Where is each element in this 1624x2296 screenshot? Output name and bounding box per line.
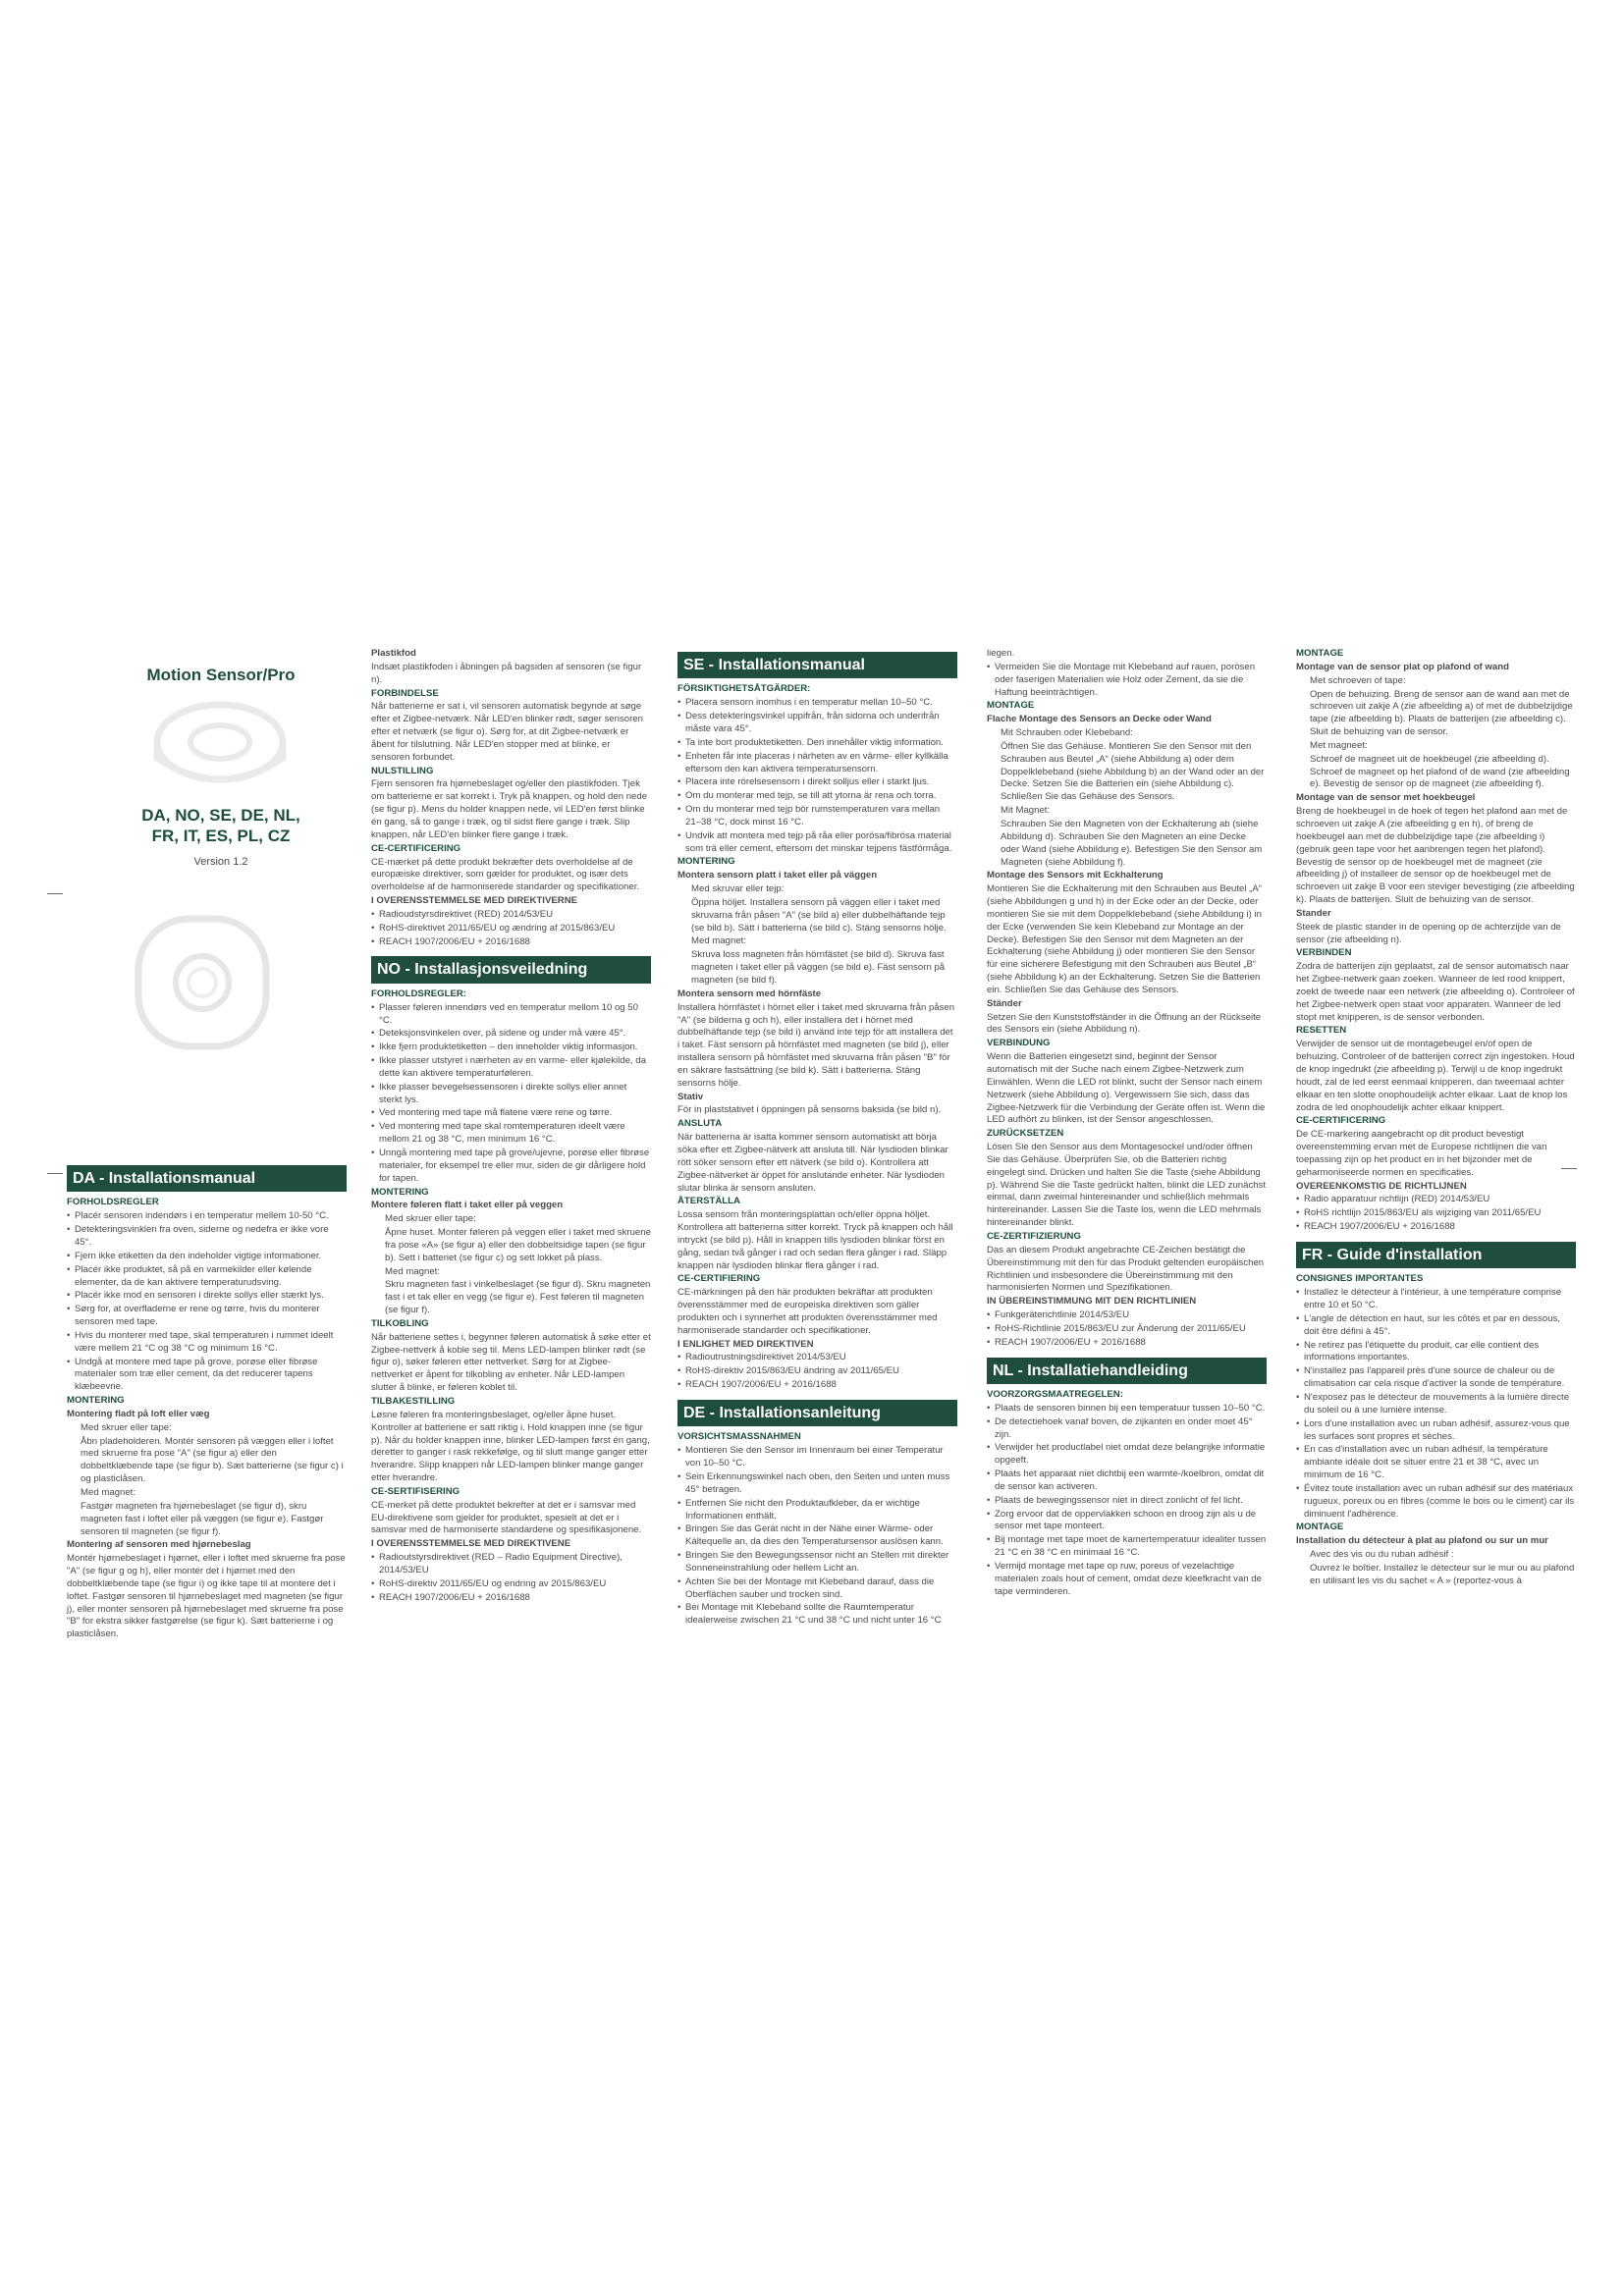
bullet-item: • RoHS richtlijn 2015/863/EU als wijziging van 2011/65/EU <box>1296 1207 1576 1220</box>
bullet-item: • Radioutstyrsdirektivet (RED – Radio Equipment Directive), 2014/53/EU <box>371 1552 651 1577</box>
bullet-item: • Vermijd montage met tape op ruw, poreus of vezelachtige materialen zoals hout of cement, omdat deze kleefkracht van de tape verminderen. <box>987 1561 1267 1599</box>
paragraph: Lösen Sie den Sensor aus dem Montagesockel und/oder öffnen Sie das Gehäuse. Überprüfen Sie, ob die Batterien richtig eingelegt sind. Drücken und halten Sie die Taste (siehe Abbildung p). Während Sie die Taste gedrückt halten, blinkt die LED zunächst einmal, dann zweimal hintereinander und schließlich mehrmals hintereinander. Lassen Sie die Taste los, wenn die LED mehrmals hintereinander blinkt. <box>987 1142 1267 1229</box>
paragraph: Lossa sensorn från monteringsplattan och/eller öppna höljet. Kontrollera att batterierna sitter korrekt. Tryck på knappen och håll intryckt (se bild p). Håll in knappen tills lysdioden blinkar först en gång, sedan två gånger i rad och sedan flera gånger i rad. Släpp knappen när lysdioden blinkar flera gånger i rad. <box>677 1209 953 1271</box>
bullet-item: • Verwijder het productlabel niet omdat deze belangrijke informatie opgeeft. <box>987 1442 1267 1468</box>
paragraph: Fjern sensoren fra hjørnebeslaget og/eller den plastikfoden. Tjek om batterierne er sat korrekt i. Tryk på knappen, og hold den nede (se figur p). Mens du holder knappen nede, vil LED'en først blinke én gang, så to gange i træk, og til sidst flere gange i træk. Slip knappen, når LED'en blinker flere gange i træk. <box>371 778 648 840</box>
indented-text: Skruva loss magneten från hörnfästet (se bild d). Skruva fast magneten i taket eller på väggen (se bild e). Fäst sensorn på magneten (se bild f). <box>691 949 946 986</box>
section-heading: MONTAGE <box>1296 1522 1344 1533</box>
crop-mark <box>47 893 63 894</box>
bullet-item: • Radioudstyrsdirektivet (RED) 2014/53/EU <box>371 909 651 922</box>
section-body-nl-continued <box>1296 648 1576 1234</box>
section-heading: FÖRSIKTIGHETSÅTGÄRDER: <box>677 683 811 695</box>
section-heading: TILKOBLING <box>371 1317 429 1329</box>
bullet-item: • Detekteringsvinklen fra oven, siderne og nedefra er ikke vore 45°. <box>67 1224 347 1250</box>
subheading: Montera sensorn med hörnfäste <box>677 988 822 999</box>
bullet-item: • Placera sensorn inomhus i en temperatur mellan 10–50 °C. <box>677 697 957 710</box>
bullet-item: • Plaats het apparaat niet dichtbij een warmte-/koelbron, omdat dit de sensor kan activeren. <box>987 1468 1267 1494</box>
indented-text: Med magnet: <box>385 1265 440 1277</box>
paragraph: Montér hjørnebeslaget i hjørnet, eller i loftet med skruerne fra pose "A" (se figur g og h), eller montér det i hjørnet med den dobbeltklæbende tape (se figur i) og ikke tape til at montere det i loftet. Fastgør sensoren til hjørnebeslaget med magneten (se figur j), eller monter sensoren på hjørnebeslaget med skruerne fra pose "B" for ekstra sikker fastgørelse (se figur k). Sæt batterierne i og plasticlåsen. <box>67 1553 346 1640</box>
subheading: Ständer <box>987 997 1022 1009</box>
indented-text: Schroef de magneet uit de hoekbeugel (zie afbeelding d). Schroef de magneet op het plafond of de wand (zie afbeelding e). Bevestig de sensor op de magneet (zie afbeelding f). <box>1310 753 1570 790</box>
indented-text: Med skruer eller tape: <box>385 1213 476 1225</box>
bullet-item: • Undvik att montera med tejp på råa eller porösa/fibrösa material som trä eller cement, eftersom det minskar tejpens fästförmåga. <box>677 830 957 856</box>
section-body-de-continued <box>987 648 1267 1350</box>
subheading: Montering fladt på loft eller væg <box>67 1408 210 1419</box>
indented-text: Fastgør magneten fra hjørnebeslaget (se figur d), skru magneten fast i loftet eller på væggen (se figur e). Fastgør sensoren til magneten (se figur f). <box>81 1500 324 1537</box>
bullet-item: • RoHS-direktivet 2011/65/EU og ændring af 2015/863/EU <box>371 923 651 935</box>
bullet-item: • Sein Erkennungswinkel nach oben, den Seiten und unten muss 45° betragen. <box>677 1471 957 1497</box>
bullet-item: • Funkgeräterichtlinie 2014/53/EU <box>987 1309 1267 1322</box>
indented-text: Mit Magnet: <box>1001 805 1051 817</box>
bullet-item: • REACH 1907/2006/EU + 2016/1688 <box>1296 1221 1576 1234</box>
column-nl-continued <box>1296 648 1576 1589</box>
subheading: Montere føleren flatt i taket eller på veggen <box>371 1200 564 1211</box>
column-se <box>677 648 957 1629</box>
indented-text: Åbn pladeholderen. Montér sensoren på væggen eller i loftet med skruerne fra pose "A" (se figur a) eller den dobbeltklæbende tape (se figur b). Sæt batterierne (se figur c) i og plasticlåsen. <box>81 1435 344 1485</box>
bullet-item: • Dess detekteringsvinkel uppifrån, från sidorna och underifrån måste vara 45°. <box>677 711 957 736</box>
paragraph: Løsne føleren fra monteringsbeslaget, og/eller åpne huset. Kontroller at batteriene er satt riktig i. Hold knappen inne (se figur p). Når du holder knappen inne, blinker LED-lampen først én gang, deretter to ganger i rask rekkefølge, og til slutt mange ganger etter hverandre. Slipp knappen når LED-lampen blinker mange ganger etter hverandre. <box>371 1409 650 1484</box>
indented-text: Avec des vis ou du ruban adhésif : <box>1310 1549 1454 1561</box>
cover-version: Version 1.2 <box>193 856 248 868</box>
sensor-illustration-top <box>149 695 292 801</box>
section-body-da <box>67 1197 347 1641</box>
bullet-item: • Entfernen Sie nicht den Produktaufkleber, da er wichtige Informationen enthält. <box>677 1498 957 1523</box>
bullet-item: • Fjern ikke etiketten da den indeholder vigtige informationer. <box>67 1251 347 1263</box>
paragraph: Når batterierne er sat i, vil sensoren automatisk begynde at søge efter et Zigbee-netværk. Når LED'en blinker rødt, søger sensoren efter et netværk (se figur o). Sørg for, at dit Zigbee-netværk er åbent for tilslutning. Når LED'en stopper med at blinke, er sensoren forbundet. <box>371 701 643 763</box>
bullet-item: • Om du monterar med tejp bör rumstemperaturen vara mellan 21–38 °C, dock minst 16 °C. <box>677 804 957 829</box>
section-title-de: DE - Installationsanleitung <box>677 1400 957 1426</box>
indented-text: Met magneet: <box>1310 739 1368 751</box>
section-body-de <box>677 1431 957 1628</box>
paragraph: Wenn die Batterien eingesetzt sind, beginnt der Sensor automatisch mit der Suche nach einem Zigbee-Netzwerk zum Einwählen. Wenn die LED rot blinkt, sucht der Sensor nach einem Netzwerk (siehe Abbildung o). Vergewissern Sie sich, dass das Zigbee-Netzwerk für die Verbindung der Geräte offen ist. Wenn die LED aufhört zu blinken, ist der Sensor angeschlossen. <box>987 1051 1266 1126</box>
section-heading: CE-ZERTIFIZIERUNG <box>987 1230 1081 1242</box>
subheading: I OVERENSSTEMMELSE MED DIREKTIVENE <box>371 1538 571 1550</box>
cover-languages <box>98 805 344 847</box>
paragraph: När batterierna är isatta kommer sensorn automatiskt att börja söka efter ett Zigbee-nätverk att ansluta till. När lysdioden blinkar rött söker sensorn efter ett nätverk (se bild o). Kontrollera att Zigbee-nätverket är öppet för anslutande enheter. När lysdioden slutar blinka är sensorn ansluten. <box>677 1132 948 1194</box>
bullet-item: • Évitez toute installation avec un ruban adhésif sur des matériaux rugueux, poreux ou en fibres (comme le bois ou le ciment) car ils diminuent l'adhérence. <box>1296 1483 1576 1522</box>
indented-text: Skru magneten fast i vinkelbeslaget (se figur d). Skru magneten fast i et tak eller en vegg (se figur e). Fest føleren til magneten (se figur f). <box>385 1279 651 1316</box>
subheading: Installation du détecteur à plat au plafond ou sur un mur <box>1296 1535 1548 1547</box>
section-body-no <box>371 988 651 1605</box>
section-heading: CONSIGNES IMPORTANTES <box>1296 1273 1424 1285</box>
section-heading: MONTAGE <box>987 700 1035 712</box>
section-heading: MONTAGE <box>1296 648 1344 659</box>
section-heading: VERBINDEN <box>1296 947 1352 959</box>
paragraph: Steek de plastic stander in de opening op de achterzijde van de sensor (zie afbeelding n). <box>1296 921 1561 945</box>
sensor-lens-inner <box>189 969 216 996</box>
paragraph: Das an diesem Produkt angebrachte CE-Zeichen bestätigt die Übereinstimmung mit den für das Produkt geltenden europäischen Richtlinien und insbesondere die Übereinstimmung mit den harmonisierten Normen und Spezifikationen. <box>987 1244 1265 1294</box>
section-heading: VERBINDUNG <box>987 1038 1051 1049</box>
section-heading: MONTERING <box>371 1186 429 1198</box>
bullet-item: • Installez le détecteur à l'intérieur, à une température comprise entre 10 et 50 °C. <box>1296 1287 1576 1312</box>
section-heading: ÅTERSTÄLLA <box>677 1196 740 1207</box>
bullet-item: • Ne retirez pas l'étiquette du produit, car elle contient des informations importantes. <box>1296 1340 1576 1365</box>
subheading: Plastikfod <box>371 648 416 659</box>
paragraph: De CE-markering aangebracht op dit product bevestigt overeenstemming ervan met de Europese richtlijnen die van toepassing zijn op het product en in het bijzonder met de geharmoniseerde normen en specificaties. <box>1296 1129 1547 1178</box>
cover-languages-line2: FR, IT, ES, PL, CZ <box>151 827 291 846</box>
bullet-item: • Placér ikke mod en sensoren i direkte sollys eller stærkt lys. <box>67 1290 347 1303</box>
subheading: Flache Montage des Sensors an Decke oder Wand <box>987 714 1212 725</box>
bullet-item: • RoHS-Richtlinie 2015/863/EU zur Änderung der 2011/65/EU <box>987 1323 1267 1336</box>
bullet-item: • Ikke plasser utstyret i nærheten av en varme- eller kjølekilde, da dette kan aktivere temperaturføleren. <box>371 1055 651 1081</box>
section-heading: CE-SERTIFISERING <box>371 1485 460 1497</box>
bullet-item: • Undgå at montere med tape på grove, porøse eller fibrøse materialer som træ eller cement, da det reducerer tapens klæbeevne. <box>67 1357 347 1395</box>
paragraph: liegen. <box>987 648 1015 659</box>
section-heading: ANSLUTA <box>677 1118 723 1130</box>
bullet-item: • De detectiehoek vanaf boven, de zijkanten en onder moet 45° zijn. <box>987 1416 1267 1442</box>
bullet-item: • Plasser føleren innendørs ved en temperatur mellom 10 og 50 °C. <box>371 1002 651 1028</box>
subheading: I ENLIGHET MED DIREKTIVEN <box>677 1338 814 1350</box>
bullet-item: • REACH 1907/2006/EU + 2016/1688 <box>987 1337 1267 1350</box>
subheading: OVEREENKOMSTIG DE RICHTLIJNEN <box>1296 1180 1467 1192</box>
bullet-item: • RoHS-direktiv 2015/863/EU ändring av 2011/65/EU <box>677 1365 957 1378</box>
indented-text: Ouvrez le boîtier. Installez le détecteur sur le mur ou au plafond en utilisant les vis du sachet « A » (reportez-vous à <box>1310 1562 1575 1586</box>
section-body-fr <box>1296 1273 1576 1587</box>
bullet-item: • REACH 1907/2006/EU + 2016/1688 <box>371 936 651 949</box>
indented-text: Mit Schrauben oder Klebeband: <box>1001 727 1133 739</box>
bullet-item: • N'installez pas l'appareil près d'une source de chaleur ou de climatisation car cela risque d'activer la sonde de température. <box>1296 1365 1576 1391</box>
section-heading: MONTERING <box>677 856 735 868</box>
sensor-inner-ring <box>190 725 249 759</box>
section-title-fr: FR - Guide d'installation <box>1296 1242 1576 1268</box>
paragraph: CE-merket på dette produktet bekrefter at det er i samsvar med EU-direktivene som gjelder for produktet, spesielt at det er i samsvar med de harmoniserte standardene og spesifikasjonene. <box>371 1499 642 1536</box>
section-title-da: DA - Installationsmanual <box>67 1165 347 1192</box>
paragraph: För in plaststativet i öppningen på sensorns baksida (se bild n). <box>677 1104 942 1116</box>
bullet-item: • REACH 1907/2006/EU + 2016/1688 <box>371 1592 651 1605</box>
column-da <box>67 1161 347 1642</box>
section-heading: VORSICHTSMASSNAHMEN <box>677 1431 801 1443</box>
bullet-item: • Vermeiden Sie die Montage mit Klebeband auf rauen, porösen oder faserigen Materialien wie Holz oder Zement, da sie die Haftung beeinträchtigen. <box>987 662 1267 700</box>
section-body-nl <box>987 1389 1267 1599</box>
section-title-se: SE - Installationsmanual <box>677 652 957 678</box>
bullet-item: • Zorg ervoor dat de oppervlakken schoon en droog zijn als u de sensor met tape monteert. <box>987 1509 1267 1534</box>
paragraph: Installera hörnfästet i hörnet eller i taket med skruvarna från påsen "A" (se bilderna g och h), eller installera det i hörnet med dubbelhäftande tejp (se bild i) använd inte tejp för att installera det i taket. Fäst sensorn på hörnfästet med magneten (se bild j), eller installera sensorn på hörnfästet med skruvarna från påsen "B" för en säkrare fastsättning (se bild k). Sätt i batterierna. Stäng sensorns hölje. <box>677 1001 955 1089</box>
subheading: Montage van de sensor met hoekbeugel <box>1296 792 1476 804</box>
paragraph: Zodra de batterijen zijn geplaatst, zal de sensor automatisch naar het Zigbee-netwerk gaan zoeken. Wanneer de led rood knippert, zoekt de tweede naar een netwerk (zie afbeelding o). Controleer of het Zigbee-netwerk open staat voor apparaten. Wanneer de led stopt met knipperen, is de sensor verbonden. <box>1296 961 1575 1023</box>
bullet-item: • Enheten får inte placeras i närheten av en värme- eller kyllkälla eftersom den kan aktivera temperatursensorn. <box>677 751 957 776</box>
paragraph: Når batteriene settes i, begynner føleren automatisk å søke etter et Zigbee-nettverk å koble seg til. Mens LED-lampen blinker rødt (se figur o), søker føleren etter nettverket. Sørg for at Zigbee-nettverket er åpent for tilkobling av enheter. Når LED-lampen slutter å blinke, er føleren koblet til. <box>371 1331 651 1394</box>
bullet-item: • Deteksjonsvinkelen over, på sidene og under må være 45°. <box>371 1028 651 1041</box>
bullet-item: • Ikke plasser bevegelsessensoren i direkte sollys eller annet sterkt lys. <box>371 1082 651 1107</box>
indented-text: Med skruer eller tape: <box>81 1421 172 1433</box>
section-title-nl: NL - Installatiehandleiding <box>987 1358 1267 1384</box>
bullet-item: • Placér ikke produktet, så på en varmekilder eller kølende elementer, da de kan aktivere temperaturudsving. <box>67 1264 347 1290</box>
bullet-item: • Ikke fjern produktetiketten – den inneholder viktig informasjon. <box>371 1041 651 1054</box>
bullet-item: • Montieren Sie den Sensor im Innenraum bei einer Temperatur von 10–50 °C. <box>677 1445 957 1470</box>
bullet-item: • Lors d'une installation avec un ruban adhésif, assurez-vous que les surfaces sont propres et sèches. <box>1296 1418 1576 1444</box>
section-heading: CE-CERTIFIERING <box>677 1273 761 1285</box>
bullet-item: • Bringen Sie das Gerät nicht in der Nähe einer Wärme- oder Kältequelle an, da dies den Temperatursensor auslösen kann. <box>677 1523 957 1549</box>
bullet-item: • En cas d'installation avec un ruban adhésif, la température ambiante idéale doit se situer entre 21 et 38 °C, avec un minimum de 16 °C. <box>1296 1444 1576 1482</box>
subheading: I OVERENSSTEMMELSE MED DIREKTIVERNE <box>371 895 578 907</box>
indented-text: Med magnet: <box>81 1487 135 1498</box>
subheading: Stativ <box>677 1091 704 1102</box>
section-heading: FORHOLDSREGLER <box>67 1197 159 1208</box>
subheading: Montera sensorn platt i taket eller på väggen <box>677 870 878 881</box>
subheading: Stander <box>1296 907 1331 919</box>
indented-text: Öffnen Sie das Gehäuse. Montieren Sie den Sensor mit den Schrauben aus Beutel „A“ (siehe Abbildung a) oder dem Doppelklebeband (siehe Abbildung b) an der Wand oder an der Decke. Setzen Sie die Batterien ein (siehe Abbildung c). Schließen Sie das Gehäuse des Sensors. <box>1001 740 1265 803</box>
bullet-item: • L'angle de détection en haut, sur les côtés et par en dessous, doit être défini à 45°. <box>1296 1313 1576 1339</box>
column-no <box>371 648 651 1606</box>
paragraph: Setzen Sie den Kunststoffständer in die Öffnung an der Rückseite des Sensors ein (siehe Abbildung n). <box>987 1011 1262 1036</box>
bullet-item: • Bij montage met tape moet de kamertemperatuur idealiter tussen 21 °C en 38 °C en minimaal 16 °C. <box>987 1534 1267 1560</box>
indented-text: Med skruvar eller tejp: <box>691 883 785 895</box>
section-body-se <box>677 683 957 1392</box>
section-heading: VOORZORGSMAATREGELEN: <box>987 1389 1123 1400</box>
subheading: Montage des Sensors mit Eckhalterung <box>987 870 1164 881</box>
subheading: IN ÜBEREINSTIMMUNG MIT DEN RICHTLINIEN <box>987 1296 1197 1308</box>
bullet-item: • Unngå montering med tape på grove/ujevne, porøse eller fibrøse materialer, for eksempel tre eller mur, siden de gir dårligere hold for tapen. <box>371 1148 651 1186</box>
sensor-illustration-front <box>133 913 272 1052</box>
bullet-item: • Radioutrustningsdirektivet 2014/53/EU <box>677 1352 957 1364</box>
bullet-item: • Plaats de sensoren binnen bij een temperatuur tussen 10–50 °C. <box>987 1403 1267 1415</box>
subheading: Montering af sensoren med hjørnebeslag <box>67 1539 251 1551</box>
bullet-item: • Ved montering med tape må flatene være rene og tørre. <box>371 1107 651 1120</box>
crop-mark <box>47 1173 63 1174</box>
cover-title: Motion Sensor/Pro <box>146 666 296 684</box>
section-title-no: NO - Installasjonsveiledning <box>371 956 651 983</box>
bullet-item: • Ved montering med tape skal romtemperaturen ideelt være mellom 21 og 38 °C, men minimum 16 °C. <box>371 1121 651 1147</box>
bullet-item: • Bringen Sie den Bewegungssensor nicht an Stellen mit direkter Sonneneinstrahlung oder hellem Licht an. <box>677 1550 957 1575</box>
paragraph: Indsæt plastikfoden i åbningen på bagsiden af sensoren (se figur n). <box>371 661 642 685</box>
bullet-item: • Placér sensoren indendørs i en temperatur mellem 10-50 °C. <box>67 1210 347 1223</box>
paragraph: Verwijder de sensor uit de montagebeugel en/of open de behuizing. Controleer of de batterijen correct zijn ingestoken. Houd de knop ingedrukt (zie afbeelding p). Terwijl u de knop ingedrukt houdt, zal de led eerst eenmaal knipperen, dan tweemaal achter elkaar en ten slotte onophoudelijk achter elkaar. Laat de knop los zodra de led onophoudelijk achter elkaar knippert. <box>1296 1039 1575 1113</box>
bullet-item: • Plaats de bewegingssensor niet in direct zonlicht of fel licht. <box>987 1495 1267 1508</box>
bullet-item: • RoHS-direktiv 2011/65/EU og endring av 2015/863/EU <box>371 1578 651 1591</box>
sensor-lens-outer <box>176 956 229 1009</box>
indented-text: Open de behuizing. Breng de sensor aan de wand aan met de schroeven uit zakje A (zie afbeelding a) of met de dubbelzijdige tape (zie afbeelding b). Plaats de batterijen (zie afbeelding c). Sluit de behuizing van de sensor. <box>1310 688 1573 738</box>
indented-text: Öppna höljet. Installera sensorn på väggen eller i taket med skruvarna från påsen "A" (se bild a) eller dubbelhäftande tejp (se bild b). Sätt i batterierna (se bild c). Stäng sensorns hölje. <box>691 896 947 934</box>
bullet-item: • Bei Montage mit Klebeband sollte die Raumtemperatur idealerweise zwischen 21 °C und 38 °C und nicht unter 16 °C <box>677 1602 957 1628</box>
bullet-item: • N'exposez pas le détecteur de mouvements à la lumière directe du soleil ou à une lumière intense. <box>1296 1392 1576 1417</box>
paragraph: CE-märkningen på den här produkten bekräftar att produkten överensstämmer med de europeiska direktiven som gäller produkten och i synnerhet att produkten överensstämmer med harmoniserade standarder och specifikationer. <box>677 1287 938 1336</box>
section-heading: FORBINDELSE <box>371 687 439 699</box>
paragraph: Montieren Sie die Eckhalterung mit den Schrauben aus Beutel „A“ (siehe Abbildungen g und h) in der Ecke oder an der Decke, oder montieren Sie sie mit dem Doppelklebeband (siehe Abbildung i) in der Ecke (verwenden Sie kein Klebeband zur Montage an der Decke). Befestigen Sie den Sensor mit dem Magneten an der Eckhalterung (siehe Abbildung j) oder montieren Sie den Sensor für eine sicherere Befestigung mit den Schrauben aus Beutel „B“ (siehe Abbildung k) an der Eckhalterung. Setzen Sie die Batterien ein. Schließen Sie das Gehäuse des Sensors. <box>987 883 1262 995</box>
section-body-da-continued <box>371 648 651 948</box>
indented-text: Met schroeven of tape: <box>1310 674 1406 686</box>
cover-languages-line1: DA, NO, SE, DE, NL, <box>141 806 300 825</box>
bullet-item: • Om du monterar med tejp, se till att ytorna är rena och torra. <box>677 790 957 803</box>
paragraph: CE-mærket på dette produkt bekræfter dets overholdelse af de europæiske direktiver, som gælder for produktet, og især dets overholdelse af de harmoniserede standarder og specifikationer. <box>371 856 640 893</box>
bullet-item: • Sørg for, at overfladerne er rene og tørre, hvis du monterer sensoren med tape. <box>67 1304 347 1329</box>
indented-text: Schrauben Sie den Magneten von der Eckhalterung ab (siehe Abbildung d). Schrauben Sie den Magneten an eine Decke oder Wand (siehe Abbildung e). Befestigen Sie den Sensor am Magneten (siehe Abbildung f). <box>1001 818 1263 868</box>
section-heading: FORHOLDSREGLER: <box>371 988 467 999</box>
bullet-item: • Placera inte rörelsesensorn i direkt solljus eller i starkt ljus. <box>677 776 957 789</box>
section-heading: CE-CERTIFICERING <box>1296 1115 1386 1127</box>
bullet-item: • Ta inte bort produktetiketten. Den innehåller viktig information. <box>677 737 957 750</box>
paragraph: Breng de hoekbeugel in de hoek of tegen het plafond aan met de schroeven uit zakje A (zie afbeelding g en h), of breng de hoekbeugel aan met de dubbelzijdige tape (zie afbeelding i) (gebruik geen tape voor het aanbrengen tegen het plafond). Bevestig de sensor op de hoekbeugel met de magneet (zie afbeelding j) of installeer de sensor op de hoekbeugel met de schroeven uit zakje B voor een steviger bevestiging (zie afbeelding k). Plaats de batterijen. Sluit de behuizing van de sensor. <box>1296 806 1575 906</box>
section-heading: ZURÜCKSETZEN <box>987 1128 1064 1140</box>
subheading: Montage van de sensor plat op plafond of wand <box>1296 661 1509 672</box>
bullet-item: • Achten Sie bei der Montage mit Klebeband darauf, dass die Oberflächen sauber und trocken sind. <box>677 1576 957 1602</box>
bullet-item: • Radio apparatuur richtlijn (RED) 2014/53/EU <box>1296 1194 1576 1206</box>
sensor-body-outline <box>138 919 266 1046</box>
bullet-item: • REACH 1907/2006/EU + 2016/1688 <box>677 1379 957 1392</box>
indented-text: Med magnet: <box>691 935 746 947</box>
section-heading: RESETTEN <box>1296 1025 1347 1037</box>
section-heading: MONTERING <box>67 1395 125 1407</box>
section-heading: NULSTILLING <box>371 765 434 776</box>
section-heading: CE-CERTIFICERING <box>371 842 461 854</box>
indented-text: Åpne huset. Monter føleren på veggen eller i taket med skruene fra pose «A» (se figur a) eller den dobbeltsidige tapen (se figur b). Sett i batteriet (se figur c) og sett lokket på plass. <box>385 1227 651 1263</box>
section-heading: TILBAKESTILLING <box>371 1396 456 1407</box>
column-de-continued <box>987 648 1267 1600</box>
bullet-item: • Hvis du monterer med tape, skal temperaturen i rummet ideelt være mellem 21 °C og 38 °C og minimum 16 °C. <box>67 1330 347 1356</box>
